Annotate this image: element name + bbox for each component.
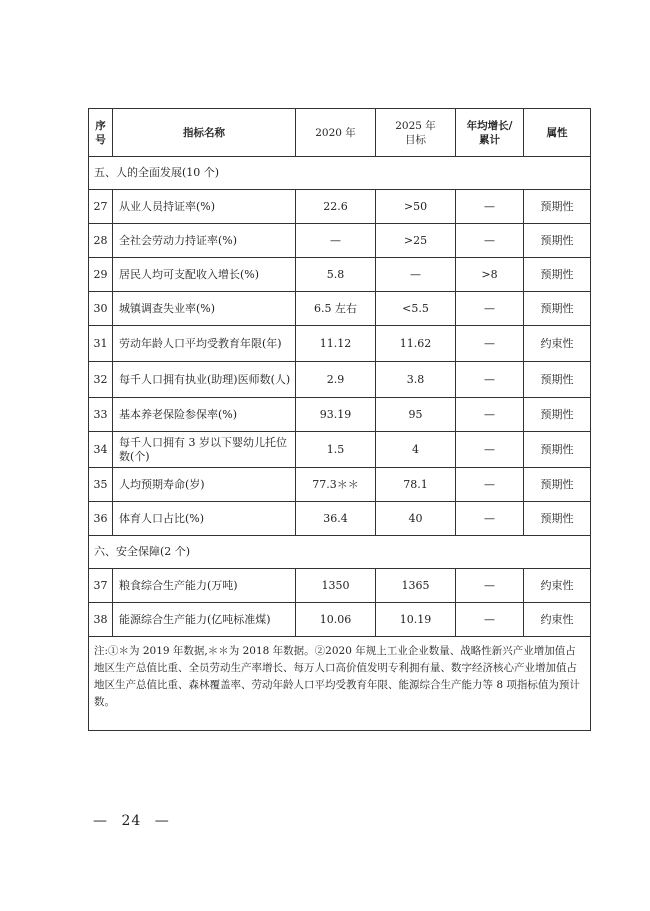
- cell-indicator-name: 从业人员持证率(%): [113, 190, 296, 224]
- cell-value-2025: 11.62: [376, 326, 456, 362]
- table-row: [89, 603, 591, 637]
- table-row: [89, 224, 591, 258]
- table-row: [89, 190, 591, 224]
- header-2025-target: 2025 年 目标: [376, 109, 456, 157]
- header-name: 指标名称: [113, 109, 296, 157]
- note-row: [89, 637, 591, 731]
- cell-seq: 38: [89, 603, 113, 637]
- cell-value-2020: 5.8: [296, 258, 376, 292]
- cell-value-2025: 10.19: [376, 603, 456, 637]
- cell-growth: —: [456, 362, 524, 398]
- footer-dash-left: —: [93, 813, 108, 829]
- cell-growth: —: [456, 190, 524, 224]
- cell-growth: —: [456, 502, 524, 536]
- cell-indicator-name: 全社会劳动力持证率(%): [113, 224, 296, 258]
- cell-value-2025: <5.5: [376, 292, 456, 326]
- table-row: [89, 326, 591, 362]
- cell-indicator-name: 城镇调查失业率(%): [113, 292, 296, 326]
- page-number: 24: [121, 813, 142, 829]
- cell-growth: >8: [456, 258, 524, 292]
- cell-attribute: 预期性: [524, 468, 591, 502]
- cell-growth: —: [456, 398, 524, 432]
- cell-value-2020: 1.5: [296, 432, 376, 468]
- cell-indicator-name: 人均预期寿命(岁): [113, 468, 296, 502]
- cell-growth: —: [456, 224, 524, 258]
- indicator-table-container: [88, 108, 580, 731]
- cell-seq: 34: [89, 432, 113, 468]
- table-row: [89, 362, 591, 398]
- cell-seq: 36: [89, 502, 113, 536]
- cell-value-2020: 11.12: [296, 326, 376, 362]
- cell-seq: 33: [89, 398, 113, 432]
- cell-attribute: 约束性: [524, 326, 591, 362]
- page-footer: [93, 813, 170, 829]
- table-note: 注:①＊为 2019 年数据,＊＊为 2018 年数据。②2020 年规上工业企业数量、战略性新兴产业增加值占地区生产总值比重、全员劳动生产率增长、每万人口高价值发明专利拥有量、数字经济核心产业增加值占地区生产总值比重、森林覆盖率、劳动年龄人口平均受教育年限、能源综合生产能力等 8 项指标值为预计数。: [89, 637, 591, 731]
- cell-value-2020: 77.3＊＊: [296, 468, 376, 502]
- cell-seq: 31: [89, 326, 113, 362]
- cell-attribute: 预期性: [524, 258, 591, 292]
- table-row: [89, 258, 591, 292]
- header-attribute: 属性: [524, 109, 591, 157]
- cell-seq: 35: [89, 468, 113, 502]
- table-row: [89, 292, 591, 326]
- cell-attribute: 预期性: [524, 292, 591, 326]
- cell-attribute: 约束性: [524, 569, 591, 603]
- cell-value-2020: —: [296, 224, 376, 258]
- cell-seq: 29: [89, 258, 113, 292]
- cell-growth: —: [456, 326, 524, 362]
- table-row: [89, 502, 591, 536]
- cell-value-2025: 95: [376, 398, 456, 432]
- cell-growth: —: [456, 603, 524, 637]
- indicator-table: [88, 108, 591, 731]
- cell-indicator-name: 每千人口拥有执业(助理)医师数(人): [113, 362, 296, 398]
- cell-value-2025: >50: [376, 190, 456, 224]
- table-row: [89, 432, 591, 468]
- cell-indicator-name: 每千人口拥有 3 岁以下婴幼儿托位数(个): [113, 432, 296, 468]
- cell-attribute: 约束性: [524, 603, 591, 637]
- cell-value-2025: >25: [376, 224, 456, 258]
- table-row: [89, 468, 591, 502]
- cell-value-2025: 1365: [376, 569, 456, 603]
- cell-growth: —: [456, 292, 524, 326]
- cell-attribute: 预期性: [524, 224, 591, 258]
- cell-indicator-name: 能源综合生产能力(亿吨标准煤): [113, 603, 296, 637]
- cell-value-2025: —: [376, 258, 456, 292]
- cell-seq: 27: [89, 190, 113, 224]
- cell-value-2020: 1350: [296, 569, 376, 603]
- cell-growth: —: [456, 569, 524, 603]
- cell-seq: 28: [89, 224, 113, 258]
- section-title: 五、人的全面发展(10 个): [89, 157, 591, 190]
- cell-value-2020: 36.4: [296, 502, 376, 536]
- cell-value-2025: 4: [376, 432, 456, 468]
- cell-seq: 30: [89, 292, 113, 326]
- cell-value-2025: 78.1: [376, 468, 456, 502]
- cell-indicator-name: 基本养老保险参保率(%): [113, 398, 296, 432]
- cell-indicator-name: 体育人口占比(%): [113, 502, 296, 536]
- cell-attribute: 预期性: [524, 502, 591, 536]
- cell-growth: —: [456, 432, 524, 468]
- cell-seq: 32: [89, 362, 113, 398]
- table-row: [89, 398, 591, 432]
- cell-indicator-name: 粮食综合生产能力(万吨): [113, 569, 296, 603]
- header-growth: 年均增长/ 累计: [456, 109, 524, 157]
- cell-value-2020: 6.5 左右: [296, 292, 376, 326]
- cell-value-2020: 10.06: [296, 603, 376, 637]
- cell-indicator-name: 居民人均可支配收入增长(%): [113, 258, 296, 292]
- section-title: 六、安全保障(2 个): [89, 536, 591, 569]
- header-seq: 序 号: [89, 109, 113, 157]
- cell-growth: —: [456, 468, 524, 502]
- cell-attribute: 预期性: [524, 432, 591, 468]
- cell-value-2020: 93.19: [296, 398, 376, 432]
- cell-indicator-name: 劳动年龄人口平均受教育年限(年): [113, 326, 296, 362]
- table-header-row: [89, 109, 591, 157]
- section-header-row: [89, 157, 591, 190]
- cell-value-2020: 2.9: [296, 362, 376, 398]
- footer-dash-right: —: [154, 813, 170, 829]
- cell-seq: 37: [89, 569, 113, 603]
- cell-attribute: 预期性: [524, 398, 591, 432]
- header-2020: 2020 年: [296, 109, 376, 157]
- section-header-row: [89, 536, 591, 569]
- cell-attribute: 预期性: [524, 190, 591, 224]
- table-row: [89, 569, 591, 603]
- cell-attribute: 预期性: [524, 362, 591, 398]
- cell-value-2025: 3.8: [376, 362, 456, 398]
- cell-value-2025: 40: [376, 502, 456, 536]
- cell-value-2020: 22.6: [296, 190, 376, 224]
